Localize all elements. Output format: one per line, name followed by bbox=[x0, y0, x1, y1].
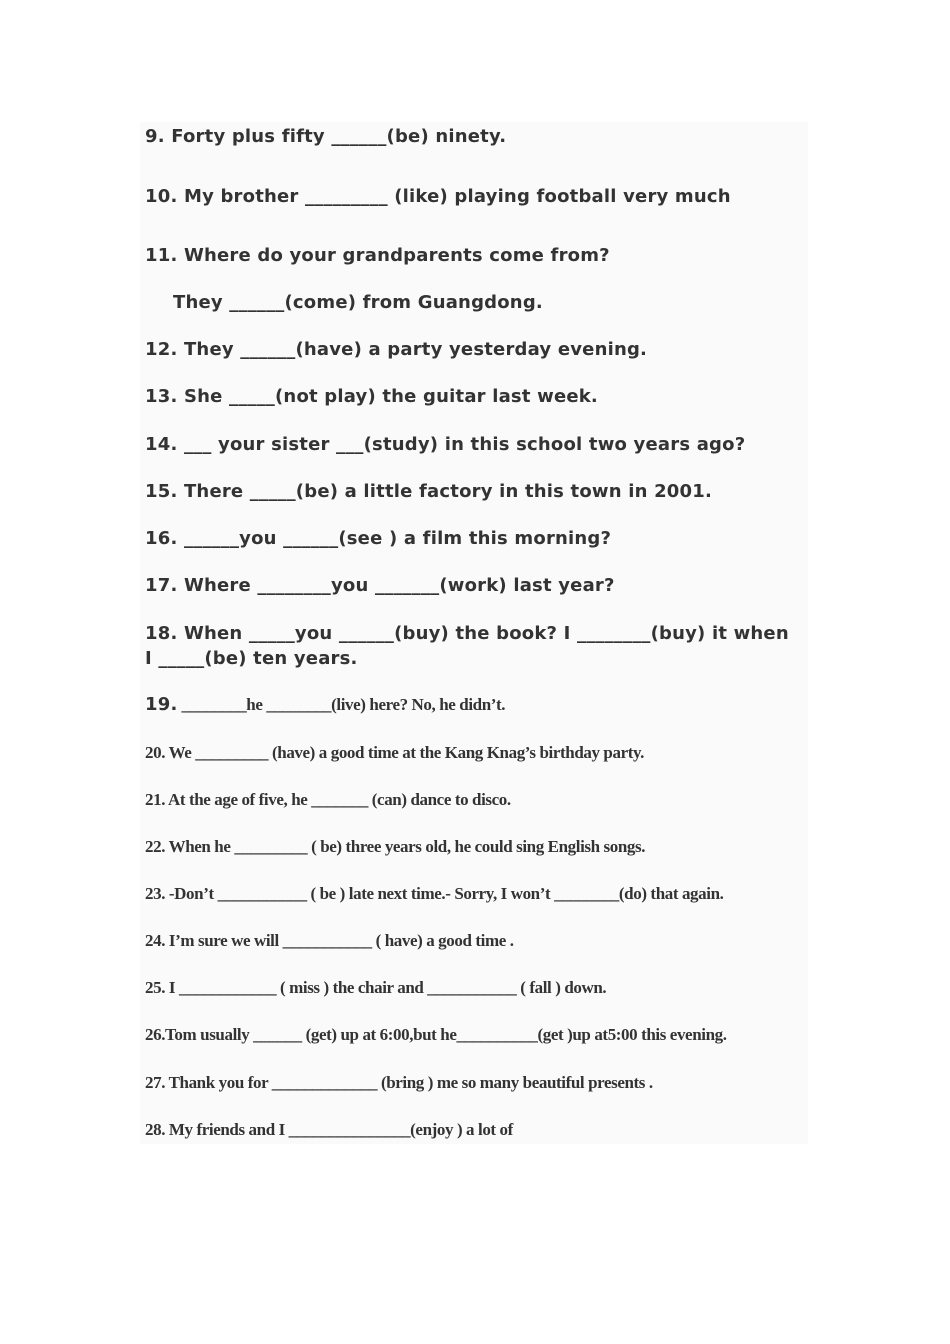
exercise-28: 28. My friends and I _______________(enjoy ) a lot of bbox=[145, 1120, 513, 1139]
exercise-11-answer: They ______(come) from Guangdong. bbox=[173, 292, 543, 313]
exercise-14: 14. ___ your sister ___(study) in this school two years ago? bbox=[145, 434, 746, 455]
exercise-19 bbox=[145, 694, 505, 715]
exercise-19-number: 19. bbox=[145, 694, 178, 715]
exercise-9: 9. Forty plus fifty ______(be) ninety. bbox=[145, 126, 507, 147]
exercise-12: 12. They ______(have) a party yesterday evening. bbox=[145, 339, 648, 360]
exercise-18: 18. When _____you ______(buy) the book? I ________(buy) it when I _____(be) ten years. bbox=[145, 623, 789, 669]
exercise-13: 13. She _____(not play) the guitar last week. bbox=[145, 386, 598, 407]
exercise-21: 21. At the age of five, he _______ (can) dance to disco. bbox=[145, 790, 511, 809]
exercise-11-question: 11. Where do your grandparents come from? bbox=[145, 245, 610, 266]
exercise-26: 26.Tom usually ______ (get) up at 6:00,but he__________(get )up at5:00 this evening. bbox=[145, 1025, 727, 1044]
exercise-24: 24. I’m sure we will ___________ ( have) a good time . bbox=[145, 931, 514, 950]
exercise-15: 15. There _____(be) a little factory in this town in 2001. bbox=[145, 481, 713, 502]
exercise-16: 16. ______you ______(see ) a film this morning? bbox=[145, 528, 612, 549]
exercise-10: 10. My brother _________ (like) playing football very much bbox=[145, 186, 731, 207]
exercise-27: 27. Thank you for _____________ (bring ) me so many beautiful presents . bbox=[145, 1073, 653, 1092]
exercise-25: 25. I ____________ ( miss ) the chair and ___________ ( fall ) down. bbox=[145, 978, 607, 997]
exercise-20: 20. We _________ (have) a good time at the Kang Knag’s birthday party. bbox=[145, 743, 645, 762]
exercise-19-text: ________he ________(live) here? No, he didn’t. bbox=[181, 695, 506, 714]
exercise-23: 23. -Don’t ___________ ( be ) late next time.- Sorry, I won’t ________(do) that again. bbox=[145, 884, 724, 903]
exercise-17: 17. Where ________you _______(work) last year? bbox=[145, 575, 615, 596]
exercise-22: 22. When he _________ ( be) three years old, he could sing English songs. bbox=[145, 837, 646, 856]
